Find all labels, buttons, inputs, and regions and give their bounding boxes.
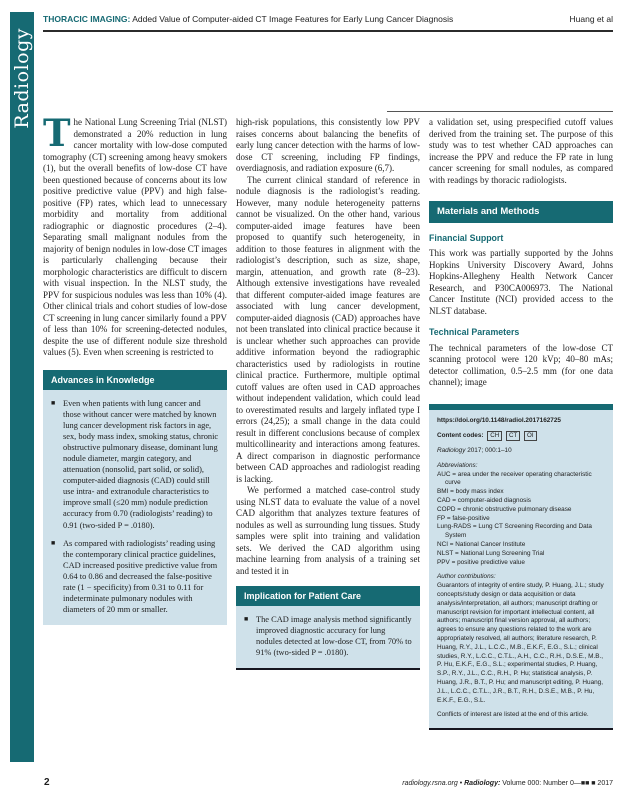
advances-box-title: Advances in Knowledge [43,370,227,390]
page-number: 2 [44,777,50,788]
author-contributions-text: Guarantors of integrity of entire study, P. Huang, J.L.; study concepts/study design or data acquisition or data analysis/interpretation, all authors; manuscript drafting or manuscript revision for important intellectual content, all authors; manuscript final version approval, all authors; agrees to ensure any questions related to the work are appropriately resolved, all authors; literature research, P. Huang, R.Y., J.L., L.C.C., M.B., E.K.F., E.G., S.L.; clinical studies, R.Y., L.C.C., C.T.L., A.H., C.C., R.H., D.S.E., M.B., P. Hu, E.K.F., E.G., S.L.; experimental studies, P. Huang, S.P., R.Y., J.L., C.C., R.H., P. Hu; statistical analysis, P. Huang, J.R., B.T., P. Hu; and manuscript editing, P. Huang, J.L., L.C.C., C.T.L., J.R., B.T., R.H., D.S.E., M.B., P. Hu, E.K.F., E.G., S.L. [437,582,604,704]
advances-in-knowledge-box [43,370,227,626]
square-bullet-icon: ■ [51,398,56,407]
body-paragraph: a validation set, using prespecified cutoff values derived from the training set. The purpose of this study was to test whether CAD approaches can increase the PPV and reduce the FP rate in lung cancer screening for small nodules, as compared with readings by thoracic radiologists. [429,117,613,185]
body-paragraph: The current clinical standard of reference in nodule diagnosis is the radiologist’s reading. However, many nodule heterogeneity patterns cannot be visualized. On the other hand, various computer-aided image features have been proposed to quantify such heterogeneity, in addition to those features in alignment with the radiologist’s description, such as size, shape, margin, attenuation, and growth rate (8–23). Although extensive investigations have revealed that different computer-aided image features are associated with lung cancer development, computer-aided diagnosis (CAD) approaches have not been translated into clinical practice because it is unclear whether such approaches can provide additive information beyond the radiographic characteristics used by radiologists in routine clinical practice. Furthermore, multiple optimal cutoff values are often used in CAD approaches without independent validation, which could lead to overestimated results and largely inflated type I errors (24,25); a small change in the data could result in different conclusions because of complex multicollinearity and interactions among features. A direct comparison in diagnostic performance between CAD approaches and radiologist reading is lacking. [236,174,420,484]
conflicts-note: Conflicts of interest are listed at the end of this article. [437,711,589,719]
technical-parameters-text: The technical parameters of the low-dose CT scanning protocol were 120 kVp; 40–80 mAs; detector collimation, 0.5–2.5 mm (for one data channel); image [429,342,613,387]
citation-rest: 2017; 000:1–10 [465,447,512,455]
content-code-badge: CT [506,431,520,441]
advances-bullet-1 [50,398,220,531]
square-bullet-icon: ■ [244,615,249,623]
abbreviation-item: FP = false-positive [437,514,490,522]
implication-box [236,586,420,670]
article-title: Added Value of Computer-aided CT Image Features for Early Lung Cancer Diagnosis [130,14,454,24]
abbreviation-item: AUC = area under the receiver operating characteristic curve [437,470,592,487]
implication-box-body [236,606,420,670]
journal-logo: Radiology [11,28,33,129]
header-rule [43,30,613,32]
abbreviation-item: NCI = National Cancer Institute [437,541,526,549]
running-head-authors: Huang et al [569,14,613,24]
financial-support-text: This work was partially supported by the Johns Hopkins University Discovery Award, Johns Hopkins-Allegheny Health Network Cancer Research, and P30CA006973. The National Cancer Institute (NCI) provided access to the NLST database. [429,248,613,316]
body-paragraph: We performed a matched case-control study using NLST data to evaluate the value of a novel CAD algorithm that analyzes texture features of nodules as well as surrounding lung tissues. Study samples were split into training and validation sets. We derived the CAD algorithm using machine learning from analysis of a training set and tested it in [236,485,420,576]
abbreviation-item: COPD = chronic obstructive pulmonary disease [437,505,572,513]
running-head [43,14,613,24]
section-kicker: THORACIC IMAGING: [43,14,131,24]
materials-methods-heading: Materials and Methods [429,201,613,223]
journal-spine [10,12,34,762]
abbreviation-item: BMI = body mass index [437,488,504,496]
footer-journal-line [402,780,613,787]
footer-separator: • [459,780,463,787]
advances-bullet-1-text: Even when patients with lung cancer and those without cancer were matched by known lung cancer development risk factors in age, sex, body mass index, smoking status, chronic obstructive pulmonary disease, dominant lung nodule diameter, margin category, and attenuation (nonsolid, part solid, or solid), computer-aided diagnosis (CAD) could still use intra- and extranodule characteristics to improve small (≤20 mm) nodule prediction accuracy from 0.70 (radiologists’ reading) to 0.91 (two-sided P = .0180). [63,398,219,530]
article-info-box [429,404,613,731]
doi-link[interactable]: https://doi.org/10.1148/radiol.2017162725 [437,416,561,424]
content-code-badge: OI [524,431,537,441]
section-divider-rule [387,111,613,112]
column-3 [429,117,613,730]
financial-support-heading: Financial Support [429,232,504,243]
content-codes-label: Content codes: [437,432,484,440]
intro-paragraph [43,111,227,359]
content-code-badge: CH [487,431,502,441]
footer-journal-name: Radiology: [464,780,501,787]
column-1 [43,111,227,625]
advances-bullet-2 [50,538,220,616]
implication-bullet-1-text: The CAD image analysis method significantly improved diagnostic accuracy for lung nodules detected at low-dose CT, from 70% to 91% (two-sided P = .0180). [256,615,412,658]
citation-journal: Radiology [437,447,466,455]
advances-bullet-2-text: As compared with radiologists’ reading using the contemporary clinical practice guidelines, CAD increased positive predictive value from 0.64 to 0.86 and decreased the false-positive rate (1 − specificity) from 0.31 to 0.11 for indeterminate pulmonary nodules with diameters of 20 mm or smaller. [63,538,218,615]
abbreviations-label: Abbreviations: [437,461,478,469]
abbreviation-item: CAD = computer-aided diagnosis [437,497,531,505]
content-codes-row [437,431,605,441]
citation-line [437,447,605,456]
abbreviation-item: NLST = National Lung Screening Trial [437,549,545,557]
intro-paragraph-text: he National Lung Screening Trial (NLST) demonstrated a 20% reduction in lung cancer mortality with low-dose computed tomography (CT) screening among heavy smokers (1), but the overall benefits of low-dose CT have been questioned because of concerns about its low positive predictive value (PPV) and high false-positive (FP) rates, which lead to unnecessary morbidity and mortality from additional radiographic or diagnostic procedures (2–4). Separating small malignant nodules from the majority of benign nodules in low-dose CT images is particularly challenging because their morphologic characteristics are difficult to discern with visual inspection. In the NLST study, the PPV for suspicious nodules was less than 10% (4). Other clinical trials and cohort studies of low-dose CT screening in lung cancer similarly found a PPV of less than 10% for screening-detected nodules, despite the use of different nodule size threshold values (5). Even when screening is restricted to [43,117,227,357]
footer-issue-info: Volume 000: Number 0—■■ ■ 2017 [502,780,613,787]
journal-site-link[interactable]: radiology.rsna.org [402,780,458,787]
author-contributions-label: Author contributions: [437,573,496,581]
technical-parameters-heading: Technical Parameters [429,327,520,337]
implication-bullet-1 [243,614,413,658]
column-2 [236,117,420,670]
abbreviation-item: PPV = positive predictive value [437,558,525,566]
dropcap-letter: T [43,111,71,155]
abbreviation-item: Lung-RADS = Lung CT Screening Recording and Data System [437,523,592,540]
implication-box-title: Implication for Patient Care [236,586,420,606]
abbreviations-list [437,471,605,568]
advances-box-body [43,390,227,626]
body-paragraph: high-risk populations, this consistently low PPV raises concerns about balancing the benefits of early lung cancer detection with the harms of low-dose CT screening, including FP findings, overdiagnosis, and radiation exposure (6,7). [236,117,420,173]
square-bullet-icon: ■ [51,538,56,547]
